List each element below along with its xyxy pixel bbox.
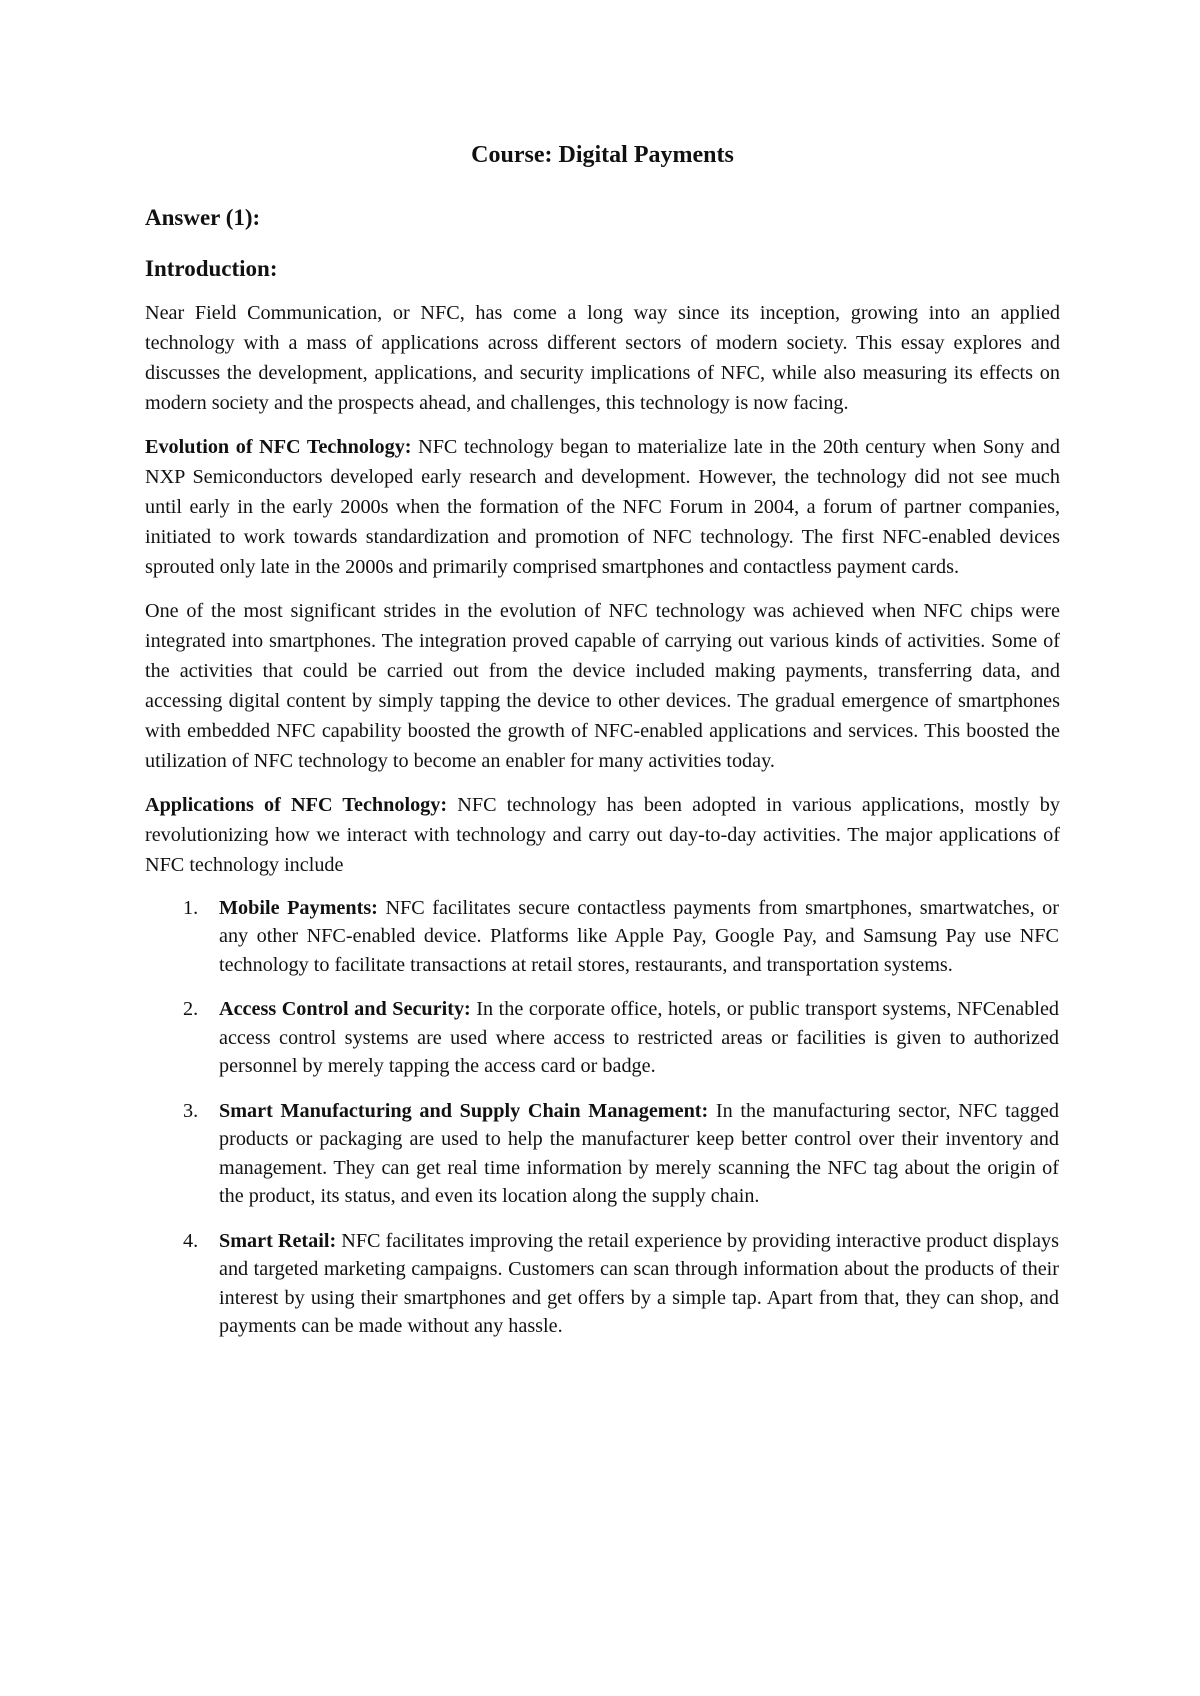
- list-item-lead: Smart Manufacturing and Supply Chain Management:: [219, 1099, 709, 1122]
- list-item: [145, 1227, 1059, 1341]
- list-item-number: 2.: [183, 998, 199, 1020]
- list-item-text: NFC facilitates improving the retail experience by providing interactive product displays and targeted marketing campaigns. Customers can scan through information about the products of their interest by using their smartphones and get offers by a simple tap. Apart from that, they can shop, and payments can be made without any hassle.: [219, 1229, 1059, 1337]
- list-item-text: In the corporate office, hotels, or public transport systems, NFCenabled access control systems are used where access to restricted areas or facilities is given to authorized personnel by merely tapping the access card or badge.: [219, 998, 1059, 1077]
- list-item-text: NFC facilitates secure contactless payments from smartphones, smartwatches, or any other NFC-enabled device. Platforms like Apple Pay, Google Pay, and Samsung Pay use NFC technology to facilitate transactions at retail stores, restaurants, and transportation systems.: [219, 896, 1059, 976]
- applications-paragraph: [145, 790, 1060, 880]
- applications-lead: Applications of NFC Technology:: [145, 793, 448, 816]
- list-item-lead: Smart Retail:: [219, 1229, 337, 1252]
- list-item: [145, 995, 1059, 1081]
- list-item: [145, 894, 1059, 980]
- strides-paragraph: One of the most significant strides in the evolution of NFC technology was achieved when NFC chips were integrated into smartphones. The integration proved capable of carrying out various kinds of activities. Some of the activities that could be carried out from the device included making payments, transferring data, and accessing digital content by simply tapping the device to other devices. The gradual emergence of smartphones with embedded NFC capability boosted the growth of NFC-enabled applications and services. This boosted the utilization of NFC technology to become an enabler for many activities today.: [145, 599, 1060, 772]
- evolution-paragraph: [145, 432, 1060, 582]
- list-item-lead: Mobile Payments:: [219, 896, 378, 919]
- list-item: [145, 1097, 1059, 1211]
- introduction-heading: Introduction:: [145, 255, 278, 281]
- evolution-text: NFC technology began to materialize late in the 20th century when Sony and NXP Semiconductors developed early research and development. However, the technology did not see much until early in the early 2000s when the formation of the NFC Forum in 2004, a forum of partner companies, initiated to work towards standardization and promotion of NFC technology. The first NFC-enabled devices sprouted only late in the 2000s and primarily comprised smartphones and contactless payment cards.: [145, 435, 1060, 578]
- answer-heading: Answer (1):: [145, 205, 261, 230]
- course-title: Course: Digital Payments: [471, 142, 734, 168]
- applications-list: [145, 894, 1060, 1341]
- list-item-number: 1.: [183, 896, 199, 919]
- applications-text: NFC technology has been adopted in various applications, mostly by revolutionizing how we interact with technology and carry out day-to-day activities. The major applications of NFC technology include: [145, 793, 1060, 876]
- list-item-number: 3.: [183, 1099, 199, 1122]
- evolution-lead: Evolution of NFC Technology:: [145, 435, 412, 458]
- document-page: [145, 140, 1060, 1357]
- intro-paragraph: Near Field Communication, or NFC, has come a long way since its inception, growing into an applied technology with a mass of applications across different sectors of modern society. This essay explores and discusses the development, applications, and security implications of NFC, while also measuring its effects on modern society and the prospects ahead, and challenges, this technology is now facing.: [145, 301, 1060, 414]
- list-item-text: In the manufacturing sector, NFC tagged products or packaging are used to help the manufacturer keep better control over their inventory and management. They can get real time information by merely scanning the NFC tag about the origin of the product, its status, and even its location along the supply chain.: [219, 1099, 1059, 1207]
- list-item-number: 4.: [183, 1229, 199, 1252]
- list-item-lead: Access Control and Security:: [219, 998, 471, 1020]
